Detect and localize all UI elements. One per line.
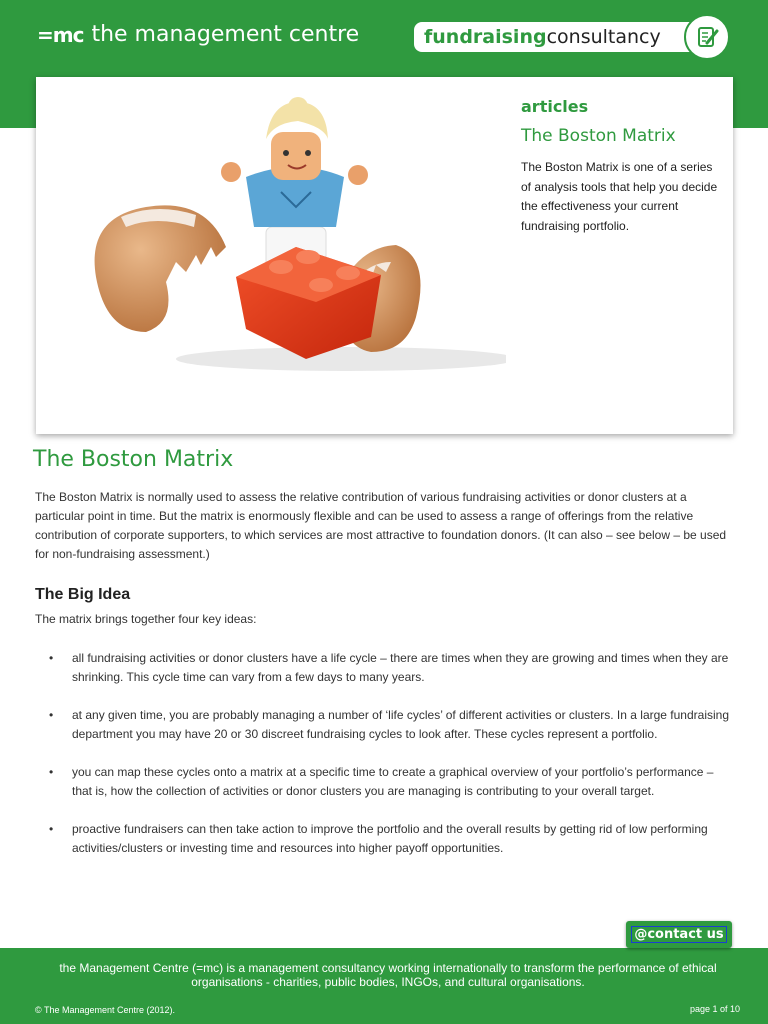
mc-logo: =mc — [37, 22, 84, 47]
notepad-icon — [684, 14, 730, 60]
bullet-icon: • — [49, 651, 54, 665]
section-label[interactable]: articles — [521, 97, 589, 116]
list-item — [35, 820, 729, 858]
card-sidebar — [521, 97, 721, 236]
footer-copyright: © The Management Centre (2012). — [35, 1005, 176, 1015]
bullet-icon: • — [49, 708, 54, 722]
card-title: The Boston Matrix — [521, 126, 676, 146]
subheading-big-idea: The Big Idea — [35, 586, 131, 603]
list-item — [35, 706, 729, 744]
bullet-icon: • — [49, 822, 54, 836]
card-intro: The Boston Matrix is one of a series of analysis tools that help you decide the effectiveness your current fundraising portfolio. — [521, 160, 718, 233]
badge-rest: consultancy — [546, 26, 661, 48]
feature-card — [36, 77, 733, 434]
key-ideas-list — [35, 649, 729, 877]
bullet-icon: • — [49, 765, 54, 779]
list-item-text: all fundraising activities or donor clusters have a life cycle – there are times when they are growing and times when they are shrinking. This cycle time can vary from a few days to many years. — [72, 651, 729, 684]
contact-us-label: @contact us — [631, 926, 726, 943]
list-item — [35, 763, 729, 801]
intro-paragraph: The Boston Matrix is normally used to assess the relative contribution of various fundraising activities or donor clusters at a particular point in time. But the matrix is enormously flexible and can be used to assess a range of offerings from the relative contribution of corporate supporters, to which services are most attractive to foundation donors. (It can also – see below – be used for non-fundraising assessment.) — [35, 490, 727, 561]
page-number: page 1 of 10 — [689, 1004, 740, 1014]
list-item-text: you can map these cycles onto a matrix at a specific time to create a graphical overview of your portfolio’s performance – that is, how the collection of activities or donor clusters you are managing is contributing to your overall target. — [72, 765, 714, 798]
contact-us-button[interactable] — [626, 921, 732, 948]
footer-about: the Management Centre (=mc) is a management consultancy working internationally to transform the performance of ethical organisations - charities, public bodies, INGOs, and cultural organisations. — [59, 961, 717, 989]
list-item-text: proactive fundraisers can then take action to improve the portfolio and the overall results by getting rid of low performing activities/clusters or investing time and resources into higher payoff opportunities. — [72, 822, 708, 855]
lead-paragraph: The matrix brings together four key ideas: — [35, 612, 257, 626]
brand-name: the management centre — [91, 22, 360, 47]
badge-label — [414, 22, 714, 52]
fundraising-consultancy-badge[interactable] — [414, 18, 732, 56]
list-item-text: at any given time, you are probably managing a number of ‘life cycles’ of different activities or clusters. In a large fundraising department you may have 20 or 30 discreet fundraising cycles to look after. These cycles represent a portfolio. — [72, 708, 730, 741]
brand[interactable] — [37, 22, 359, 47]
badge-bold: fundraising — [424, 26, 547, 48]
footer — [0, 948, 768, 1024]
egg-lego-illustration — [86, 97, 506, 397]
list-item — [35, 649, 729, 687]
article-title: The Boston Matrix — [33, 447, 234, 472]
